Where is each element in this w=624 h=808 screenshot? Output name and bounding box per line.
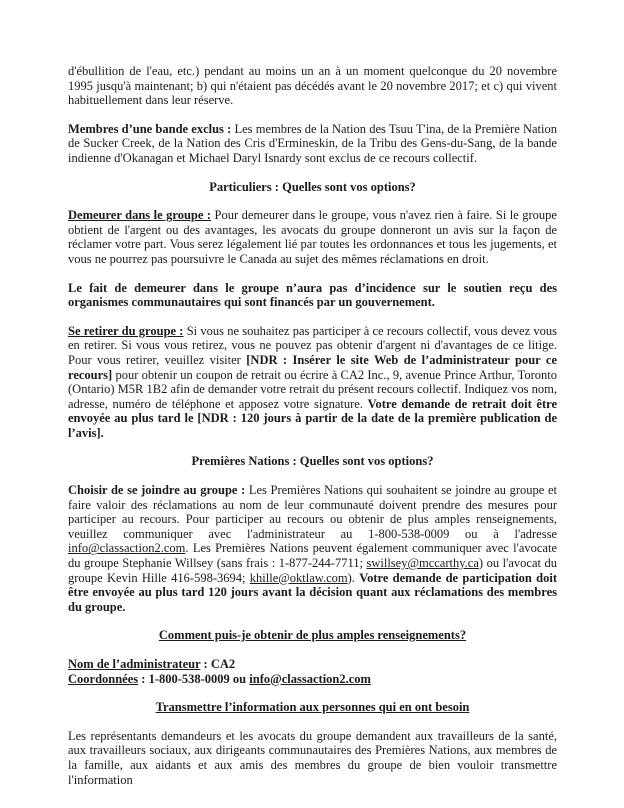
opt-out-text-1: Si vous ne souhaitez pas participer à ce recours collectif, vous devez vous en retirer. Si vous vous retirez, vous ne pouvez pas obtenir d'argent ni d'avantages de ce litige. Pour vous retirer, veuillez visiter bbox=[68, 323, 557, 367]
join-class-lead: Choisir de se joindre au groupe : bbox=[68, 483, 246, 498]
opt-out-lead: Se retirer du groupe : bbox=[68, 323, 184, 338]
contact-email-link[interactable]: info@classaction2.com bbox=[249, 671, 371, 686]
willsey-email-link[interactable]: swillsey@mccarthy.ca bbox=[366, 556, 479, 571]
administrator-name-line bbox=[68, 657, 557, 672]
heading-individuals-options: Particuliers : Quelles sont vos options? bbox=[209, 179, 416, 194]
opt-out-deadline: Votre demande de retrait doit être envoyée au plus tard le [NDR : 120 jours à partir de la date de la première publication de l’avis]. bbox=[68, 396, 558, 440]
join-class-text-4: ). bbox=[347, 570, 360, 585]
stay-in-class-body: Pour demeurer dans le groupe, vous n'avez rien à faire. Si le groupe obtient de l'argent ou des avantages, les avocats du groupe donneront un avis sur la façon de réclamer votre part. Vous serez légalement lié par toutes les ordonnances et tous les jugements, et vous ne pourrez pas poursuivre le Canada au sujet des mêmes réclamations en droit. bbox=[68, 208, 557, 266]
join-class-deadline: Votre demande de participation doit être envoyée au plus tard 120 jours avant la décision quant aux réclamations des membres du groupe. bbox=[68, 570, 557, 614]
heading-share-information: Transmettre l’information aux personnes qui en ont besoin bbox=[155, 700, 470, 715]
opt-out-text-2: pour obtenir un coupon de retrait ou écrire à CA2 Inc., 9, avenue Prince Arthur, Toronto (Ontario) M5R 1B2 afin de demander votre retrait du présent recours collectif. Indiquez vos nom, adresse, numéro de téléphone et apposez votre signature. bbox=[68, 367, 557, 411]
contact-details-label: Coordonnées bbox=[68, 671, 139, 686]
paragraph-excluded-band-members bbox=[68, 122, 557, 166]
excluded-band-members-lead: Membres d’une bande exclus : bbox=[68, 121, 232, 136]
administrator-name-label: Nom de l’administrateur bbox=[68, 657, 201, 671]
paragraph-eligibility-continued: d'ébullition de l'eau, etc.) pendant au moins un an à un moment quelconque du 20 novembre 1995 jusqu'à maintenant; b) qui n'étaient pas décédés avant le 20 novembre 2017; et c) qui vivent habituellement dans leur réserve. bbox=[68, 64, 557, 108]
heading-more-information: Comment puis-je obtenir de plus amples renseignements? bbox=[158, 628, 467, 643]
paragraph-stay-in-class bbox=[68, 208, 557, 266]
administrator-name-value: : CA2 bbox=[200, 657, 236, 671]
administrator-contact-block bbox=[68, 657, 557, 686]
administrator-email-link[interactable]: info@classaction2.com bbox=[68, 541, 186, 556]
excluded-band-members-body: Les membres de la Nation des Tsuu T'ina, de la Première Nation de Sucker Creek, de la Nation des Cris d'Ermineskin, de la Tribu des Gens-du-Sang, de la bande indienne d'Okanagan et Michael Daryl Isnardy sont exclus de ce recours collectif. bbox=[68, 121, 557, 165]
opt-out-ndr-website-placeholder: [NDR : Insérer le site Web de l’administrateur pour ce recours] bbox=[68, 352, 557, 382]
hille-email-link[interactable]: khille@oktlaw.com bbox=[249, 570, 348, 585]
paragraph-share-information: Les représentants demandeurs et les avocats du groupe demandent aux travailleurs de la santé, aux travailleurs sociaux, aux dirigeants communautaires des Premières Nations, aux membres de la famille, aux aidants et aux amis des membres du groupe de bien vouloir transmettre l'information bbox=[68, 728, 557, 787]
heading-first-nations-options: Premières Nations : Quelles sont vos options? bbox=[191, 454, 434, 469]
paragraph-opt-out bbox=[68, 324, 557, 441]
join-class-text-3: ) ou l'avocat du groupe Kevin Hille 416-598-3694; bbox=[68, 556, 557, 585]
join-class-text-1: Les Premières Nations qui souhaitent se joindre au groupe et faire valoir des réclamations au nom de leur communauté doivent prendre des mesures pour participer au recours. Pour participer au recours ou obtenir de plus amples renseignements, veuillez communiquer avec l'administrateur au 1-800-538-0009 ou à l'adresse bbox=[68, 483, 557, 541]
contact-details-line bbox=[68, 672, 557, 687]
paragraph-join-class bbox=[68, 483, 557, 614]
paragraph-stay-no-impact-note: Le fait de demeurer dans le groupe n’aura pas d’incidence sur le soutien reçu des organismes communautaires qui sont financés par un gouvernement. bbox=[68, 280, 557, 310]
join-class-text-2: . Les Premières Nations peuvent également communiquer avec l'avocate du groupe Stephanie Willsey (sans frais : 1-877-244-7711; bbox=[68, 541, 557, 571]
stay-in-class-lead: Demeurer dans le groupe : bbox=[68, 208, 212, 223]
contact-details-phone: : 1-800-538-0009 ou bbox=[138, 671, 250, 686]
